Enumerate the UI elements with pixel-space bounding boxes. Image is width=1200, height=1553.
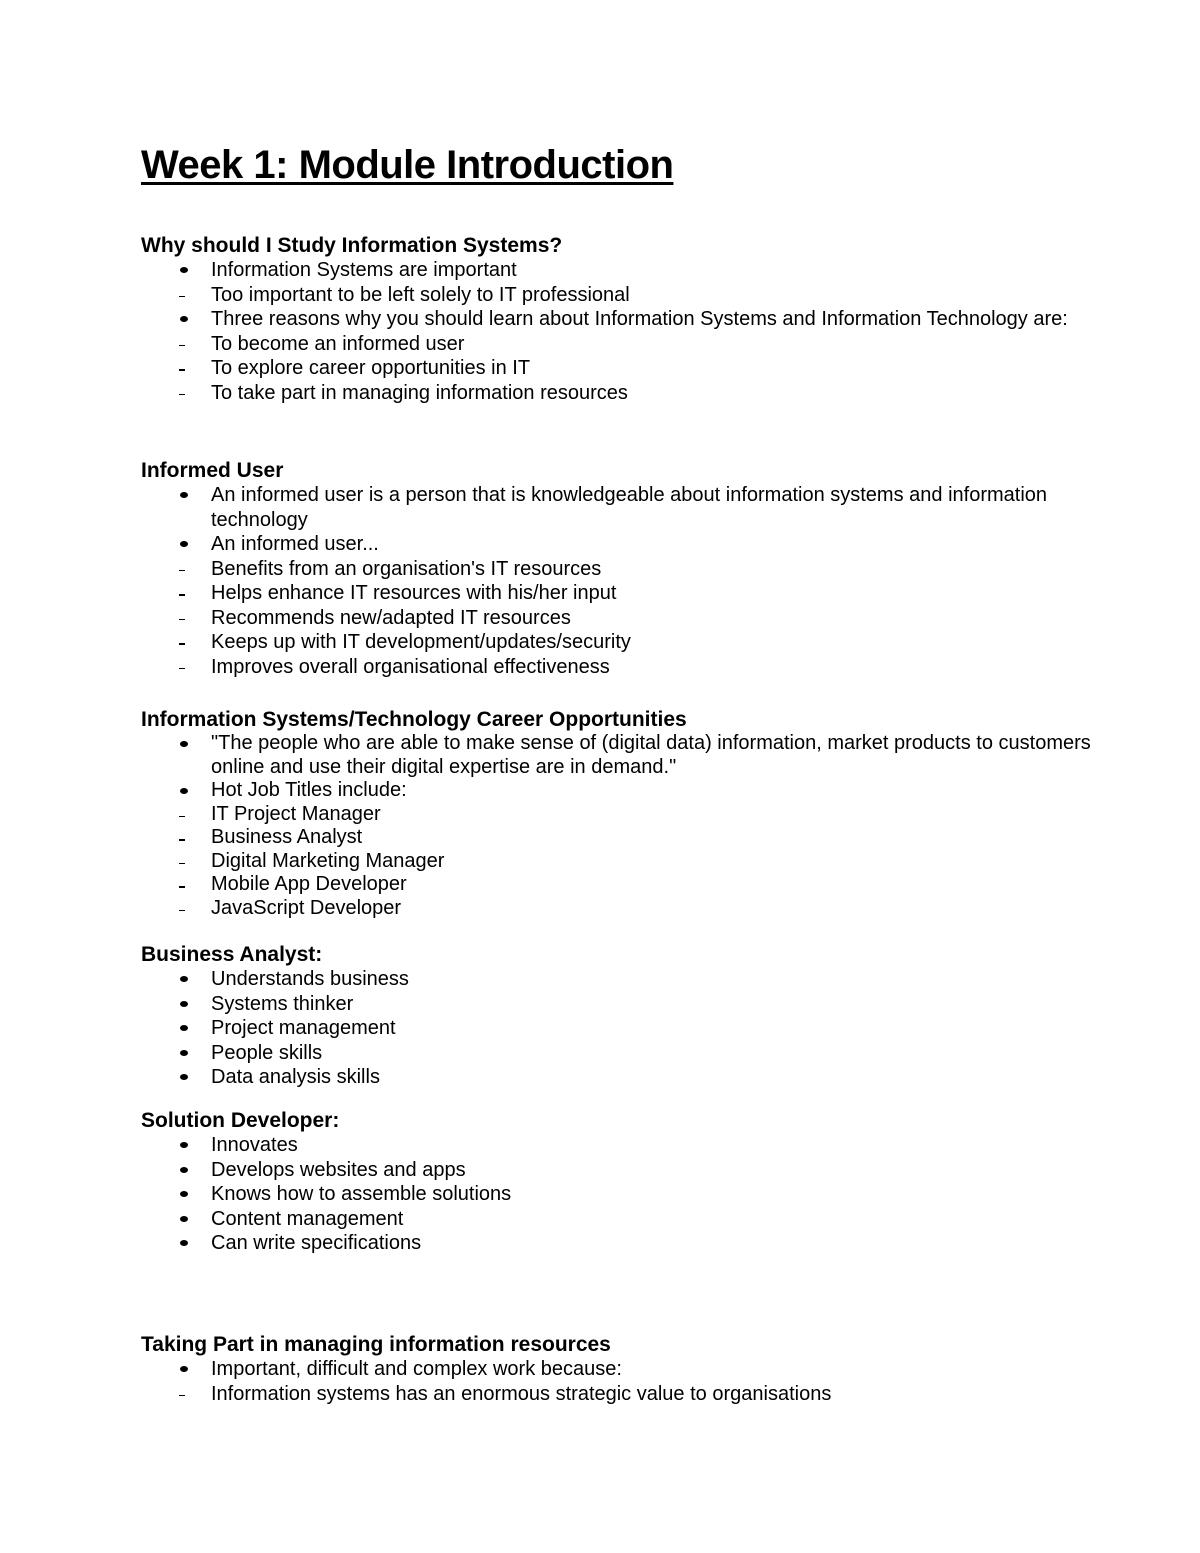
list-item [141, 581, 1101, 606]
list-item-text: To explore career opportunities in IT [211, 357, 531, 379]
list-item-text: To become an informed user [211, 332, 465, 355]
list-item [141, 897, 1101, 921]
list-item-text: Too important to be left solely to IT professional [211, 283, 630, 306]
section-heading: Informed User [141, 459, 284, 482]
list-item [141, 1182, 1101, 1207]
list-item-text: Mobile App Developer [211, 873, 407, 895]
list-item [141, 732, 1101, 779]
section-heading: Information Systems/Technology Career Opportunities [141, 708, 687, 731]
bullet-list [141, 967, 1101, 1090]
list-item [141, 873, 1101, 897]
list-item [141, 655, 1101, 680]
list-item [141, 606, 1101, 631]
list-item-text: JavaScript Developer [211, 896, 402, 919]
bullet-list [141, 1133, 1101, 1256]
list-item-text: Develops websites and apps [211, 1158, 466, 1181]
list-item-text: An informed user is a person that is knowledgeable about information systems and information technology [211, 484, 1048, 531]
section-career-opportunities [141, 708, 1101, 920]
list-item-text: Systems thinker [211, 992, 354, 1015]
list-item [141, 803, 1101, 827]
list-item [141, 1133, 1101, 1158]
list-item [141, 307, 1101, 332]
list-item-text: Data analysis skills [211, 1066, 380, 1088]
section-heading: Taking Part in managing information resources [141, 1333, 611, 1356]
list-item-text: IT Project Manager [211, 802, 381, 825]
bullet-list [141, 732, 1101, 920]
list-item-text: Understands business [211, 968, 409, 990]
list-item [141, 332, 1101, 357]
list-item [141, 283, 1101, 308]
list-item [141, 967, 1101, 992]
list-item-text: To take part in managing information resources [211, 381, 628, 404]
list-item-text: Hot Job Titles include: [211, 779, 407, 801]
list-item-text: Benefits from an organisation's IT resources [211, 557, 602, 580]
list-item-text: Digital Marketing Manager [211, 849, 445, 872]
section-heading: Business Analyst: [141, 943, 323, 966]
list-item-text: Improves overall organisational effectiveness [211, 655, 610, 678]
list-item-text: People skills [211, 1041, 323, 1064]
list-item [141, 1158, 1101, 1183]
section-heading: Why should I Study Information Systems? [141, 234, 563, 257]
list-item-text: Helps enhance IT resources with his/her input [211, 582, 617, 604]
page-title: Week 1: Module Introduction [141, 143, 674, 187]
list-item [141, 381, 1101, 406]
list-item-text: An informed user... [211, 533, 379, 555]
bullet-list [141, 258, 1101, 405]
list-item [141, 1231, 1101, 1256]
list-item-text: Can write specifications [211, 1232, 422, 1254]
list-item [141, 1382, 1101, 1407]
list-item [141, 779, 1101, 803]
section-heading: Solution Developer: [141, 1109, 340, 1132]
list-item [141, 1041, 1101, 1066]
list-item-text: Project management [211, 1017, 396, 1039]
list-item [141, 557, 1101, 582]
list-item [141, 850, 1101, 874]
list-item [141, 1357, 1101, 1382]
list-item-text: Keeps up with IT development/updates/security [211, 631, 631, 653]
list-item-text: Important, difficult and complex work because: [211, 1358, 622, 1380]
list-item-text: Three reasons why you should learn about Information Systems and Information Technology are: [211, 308, 1068, 330]
list-item-text: Knows how to assemble solutions [211, 1183, 512, 1205]
list-item-text: Information systems has an enormous strategic value to organisations [211, 1382, 832, 1405]
section-solution-developer [141, 1109, 1101, 1256]
list-item-text: Content management [211, 1207, 404, 1230]
list-item [141, 483, 1101, 532]
list-item [141, 258, 1101, 283]
list-item [141, 826, 1101, 850]
list-item-text: Business Analyst [211, 826, 363, 848]
section-informed-user [141, 459, 1101, 679]
list-item [141, 1065, 1101, 1090]
list-item-text: "The people who are able to make sense of (digital data) information, market products to customers online and use their digital expertise are in demand." [211, 732, 1091, 778]
list-item [141, 992, 1101, 1017]
list-item [141, 630, 1101, 655]
bullet-list [141, 1357, 1101, 1406]
list-item-text: Recommends new/adapted IT resources [211, 606, 571, 629]
list-item [141, 1016, 1101, 1041]
list-item-text: Innovates [211, 1134, 298, 1156]
list-item [141, 1207, 1101, 1232]
section-why-study [141, 234, 1101, 405]
list-item-text: Information Systems are important [211, 259, 517, 281]
list-item [141, 356, 1101, 381]
section-business-analyst [141, 943, 1101, 1090]
list-item [141, 532, 1101, 557]
bullet-list [141, 483, 1101, 679]
section-managing-resources [141, 1333, 1101, 1406]
